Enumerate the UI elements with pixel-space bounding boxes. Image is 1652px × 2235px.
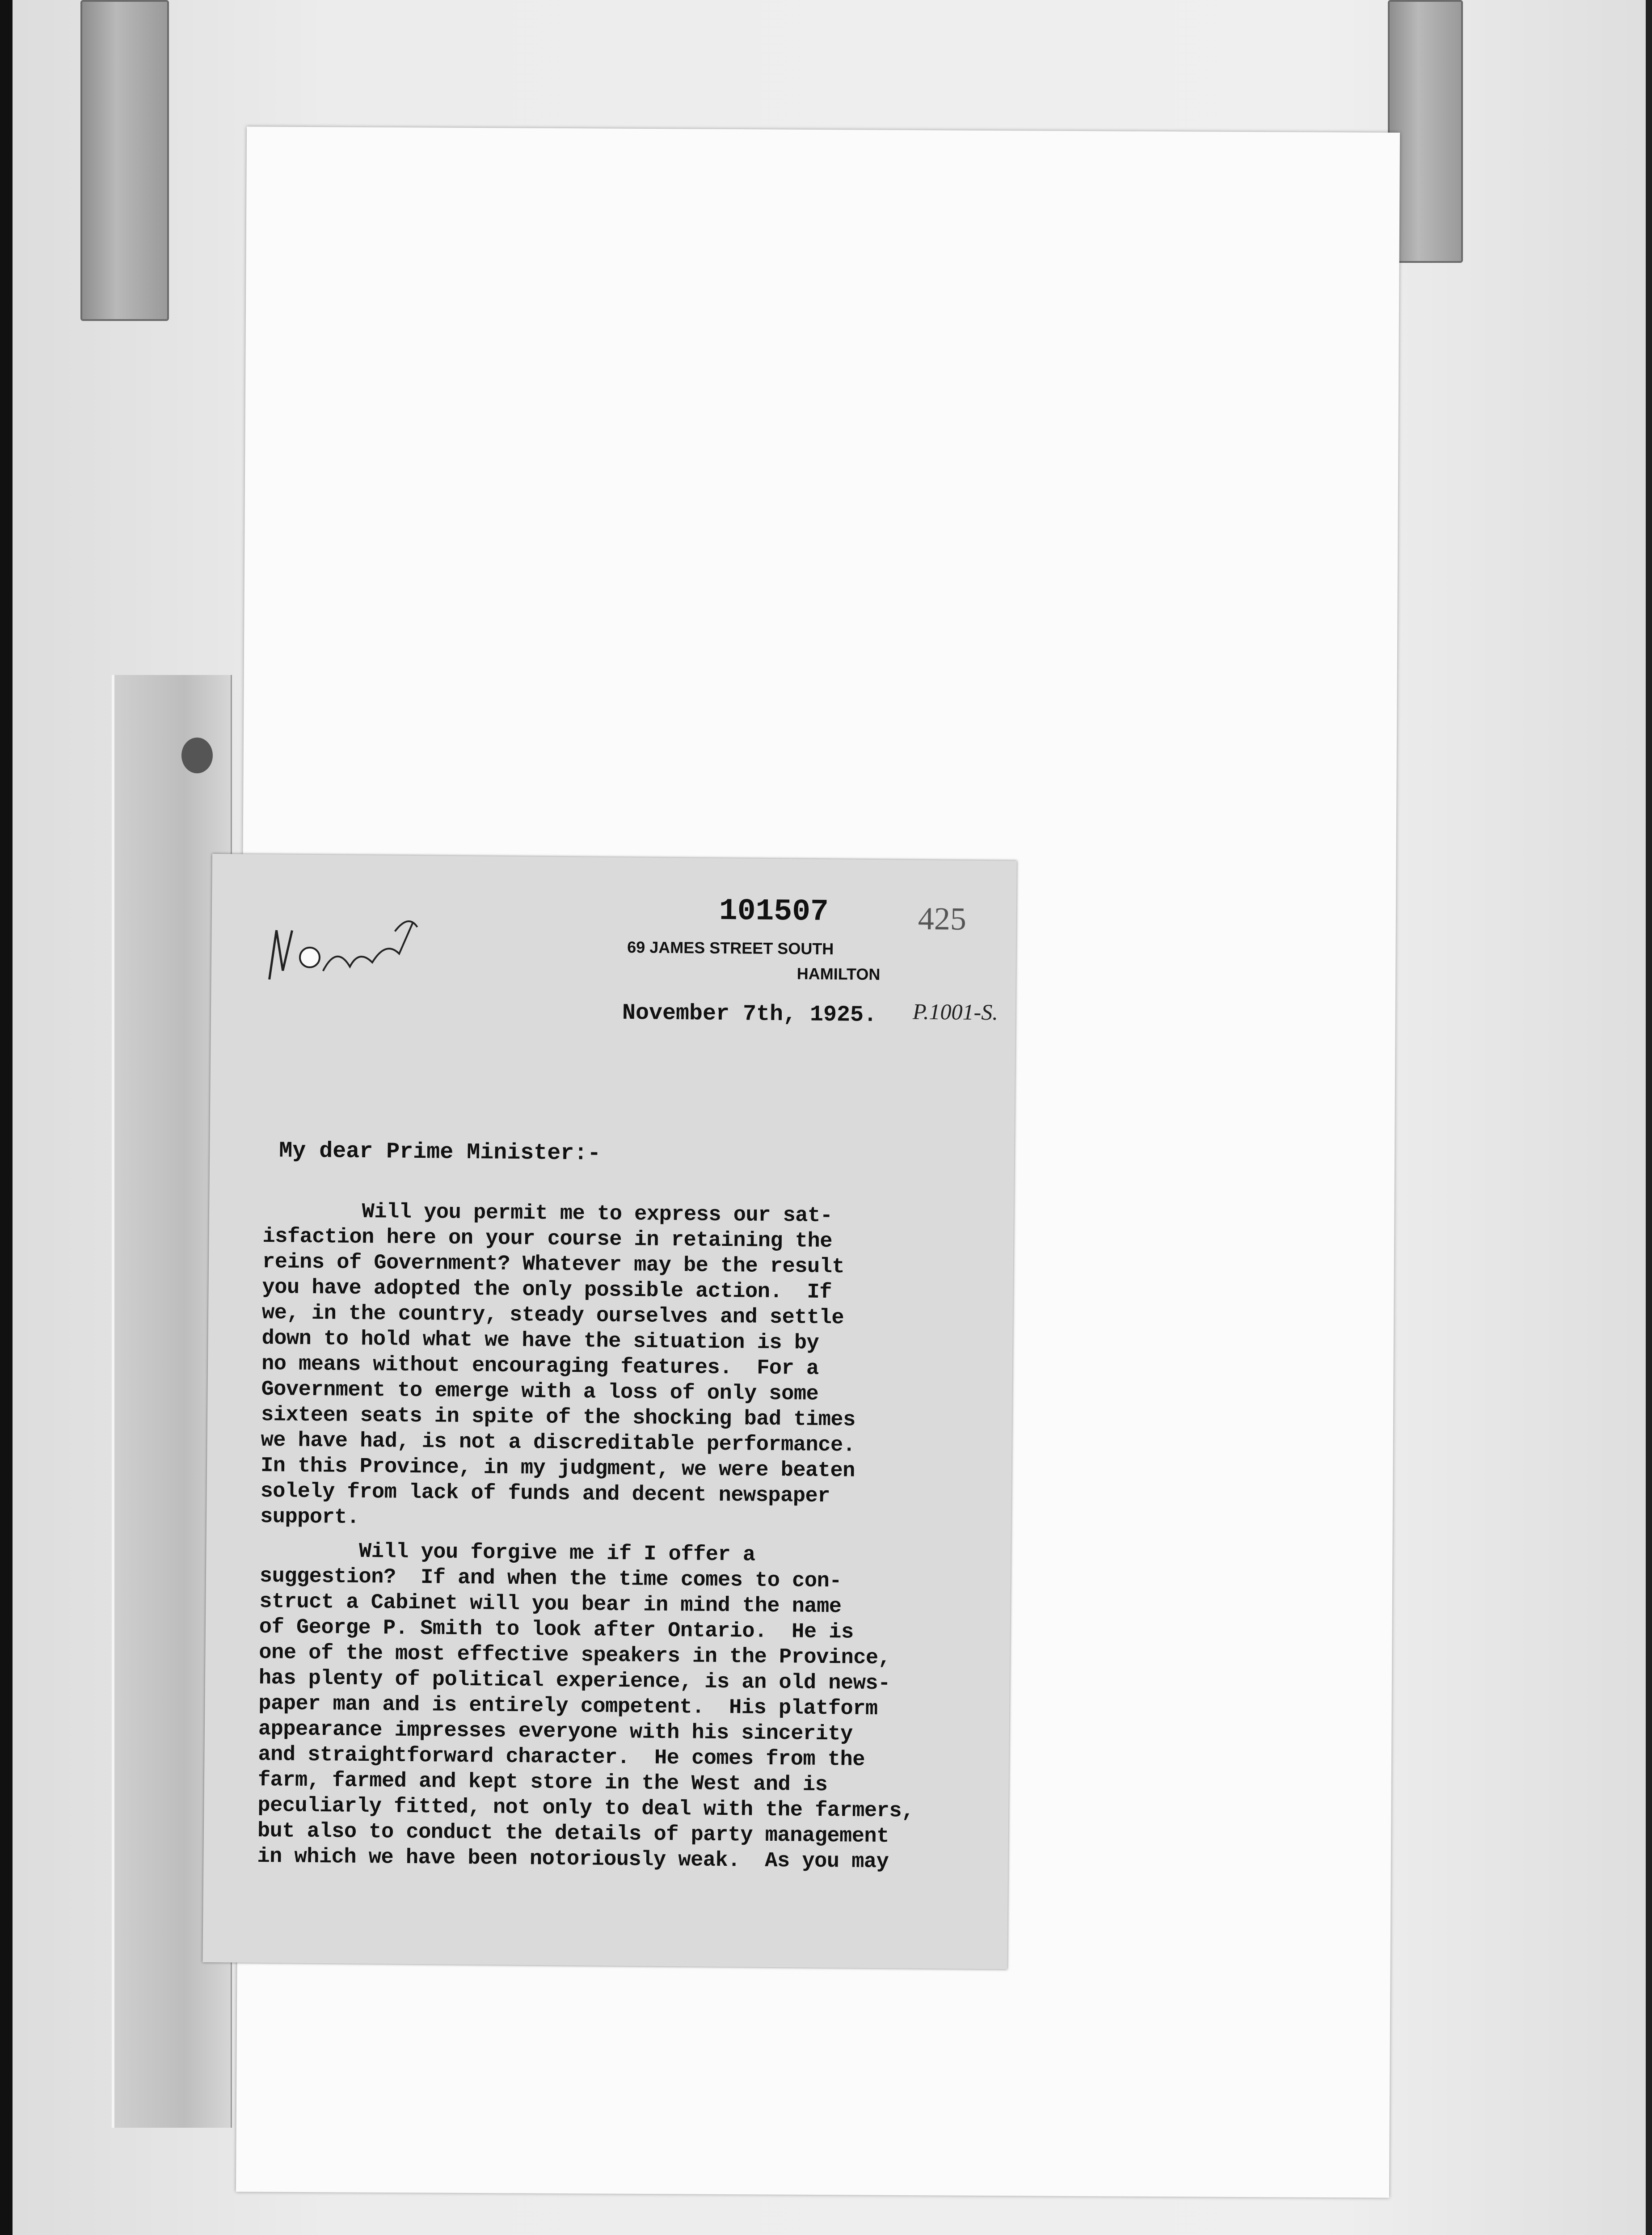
body-paragraph-2: Will you forgive me if I offer a suggestion? If and when the time comes to con- struct a Cabinet will you bear in mind the name of George P. Smith to look after Ontario. He is one of the most effective speakers in the Province, has plenty of political experience, is an old news- paper man and is entirely competent. His platform appearance impresses everyone with his sincerity and straightforward character. He comes from the farm, farmed and kept store in the West and is peculiarly fitted, not only to deal with the farmers, but also to conduct the details of party management in which we have been notoriously weak. As you may	[257, 1539, 914, 1874]
mount-strap-top-left	[80, 0, 169, 321]
page-number: 425	[918, 900, 967, 937]
film-edge-left	[0, 0, 13, 2235]
document-number: 101507	[719, 894, 829, 930]
letterhead-city: HAMILTON	[796, 964, 881, 984]
body-paragraph-1: Will you permit me to express our sat- isfaction here on your course in retaining the reins of Government? Whatever may be the result you have adopted the only possible action. If we, in the country, steady ourselves and settle down to hold what we have the situation is by no means without encouraging features. For a Government to emerge with a loss of only some sixteen seats in spite of the shocking bad times we have had, is not a discreditable performance. In this Province, in my judgment, we were beaten solely from lack of funds and decent newspaper support.	[260, 1199, 856, 1530]
letter-date: November 7th, 1925.	[622, 1000, 877, 1028]
film-edge-right	[1646, 0, 1652, 2235]
handwritten-annotation	[265, 903, 426, 994]
letterhead-street: 69 JAMES STREET SOUTH	[627, 938, 834, 958]
letter-page	[202, 854, 1017, 1969]
punch-hole	[181, 738, 213, 773]
salutation: My dear Prime Minister:-	[278, 1138, 601, 1167]
file-reference: P.1001-S.	[912, 999, 998, 1025]
